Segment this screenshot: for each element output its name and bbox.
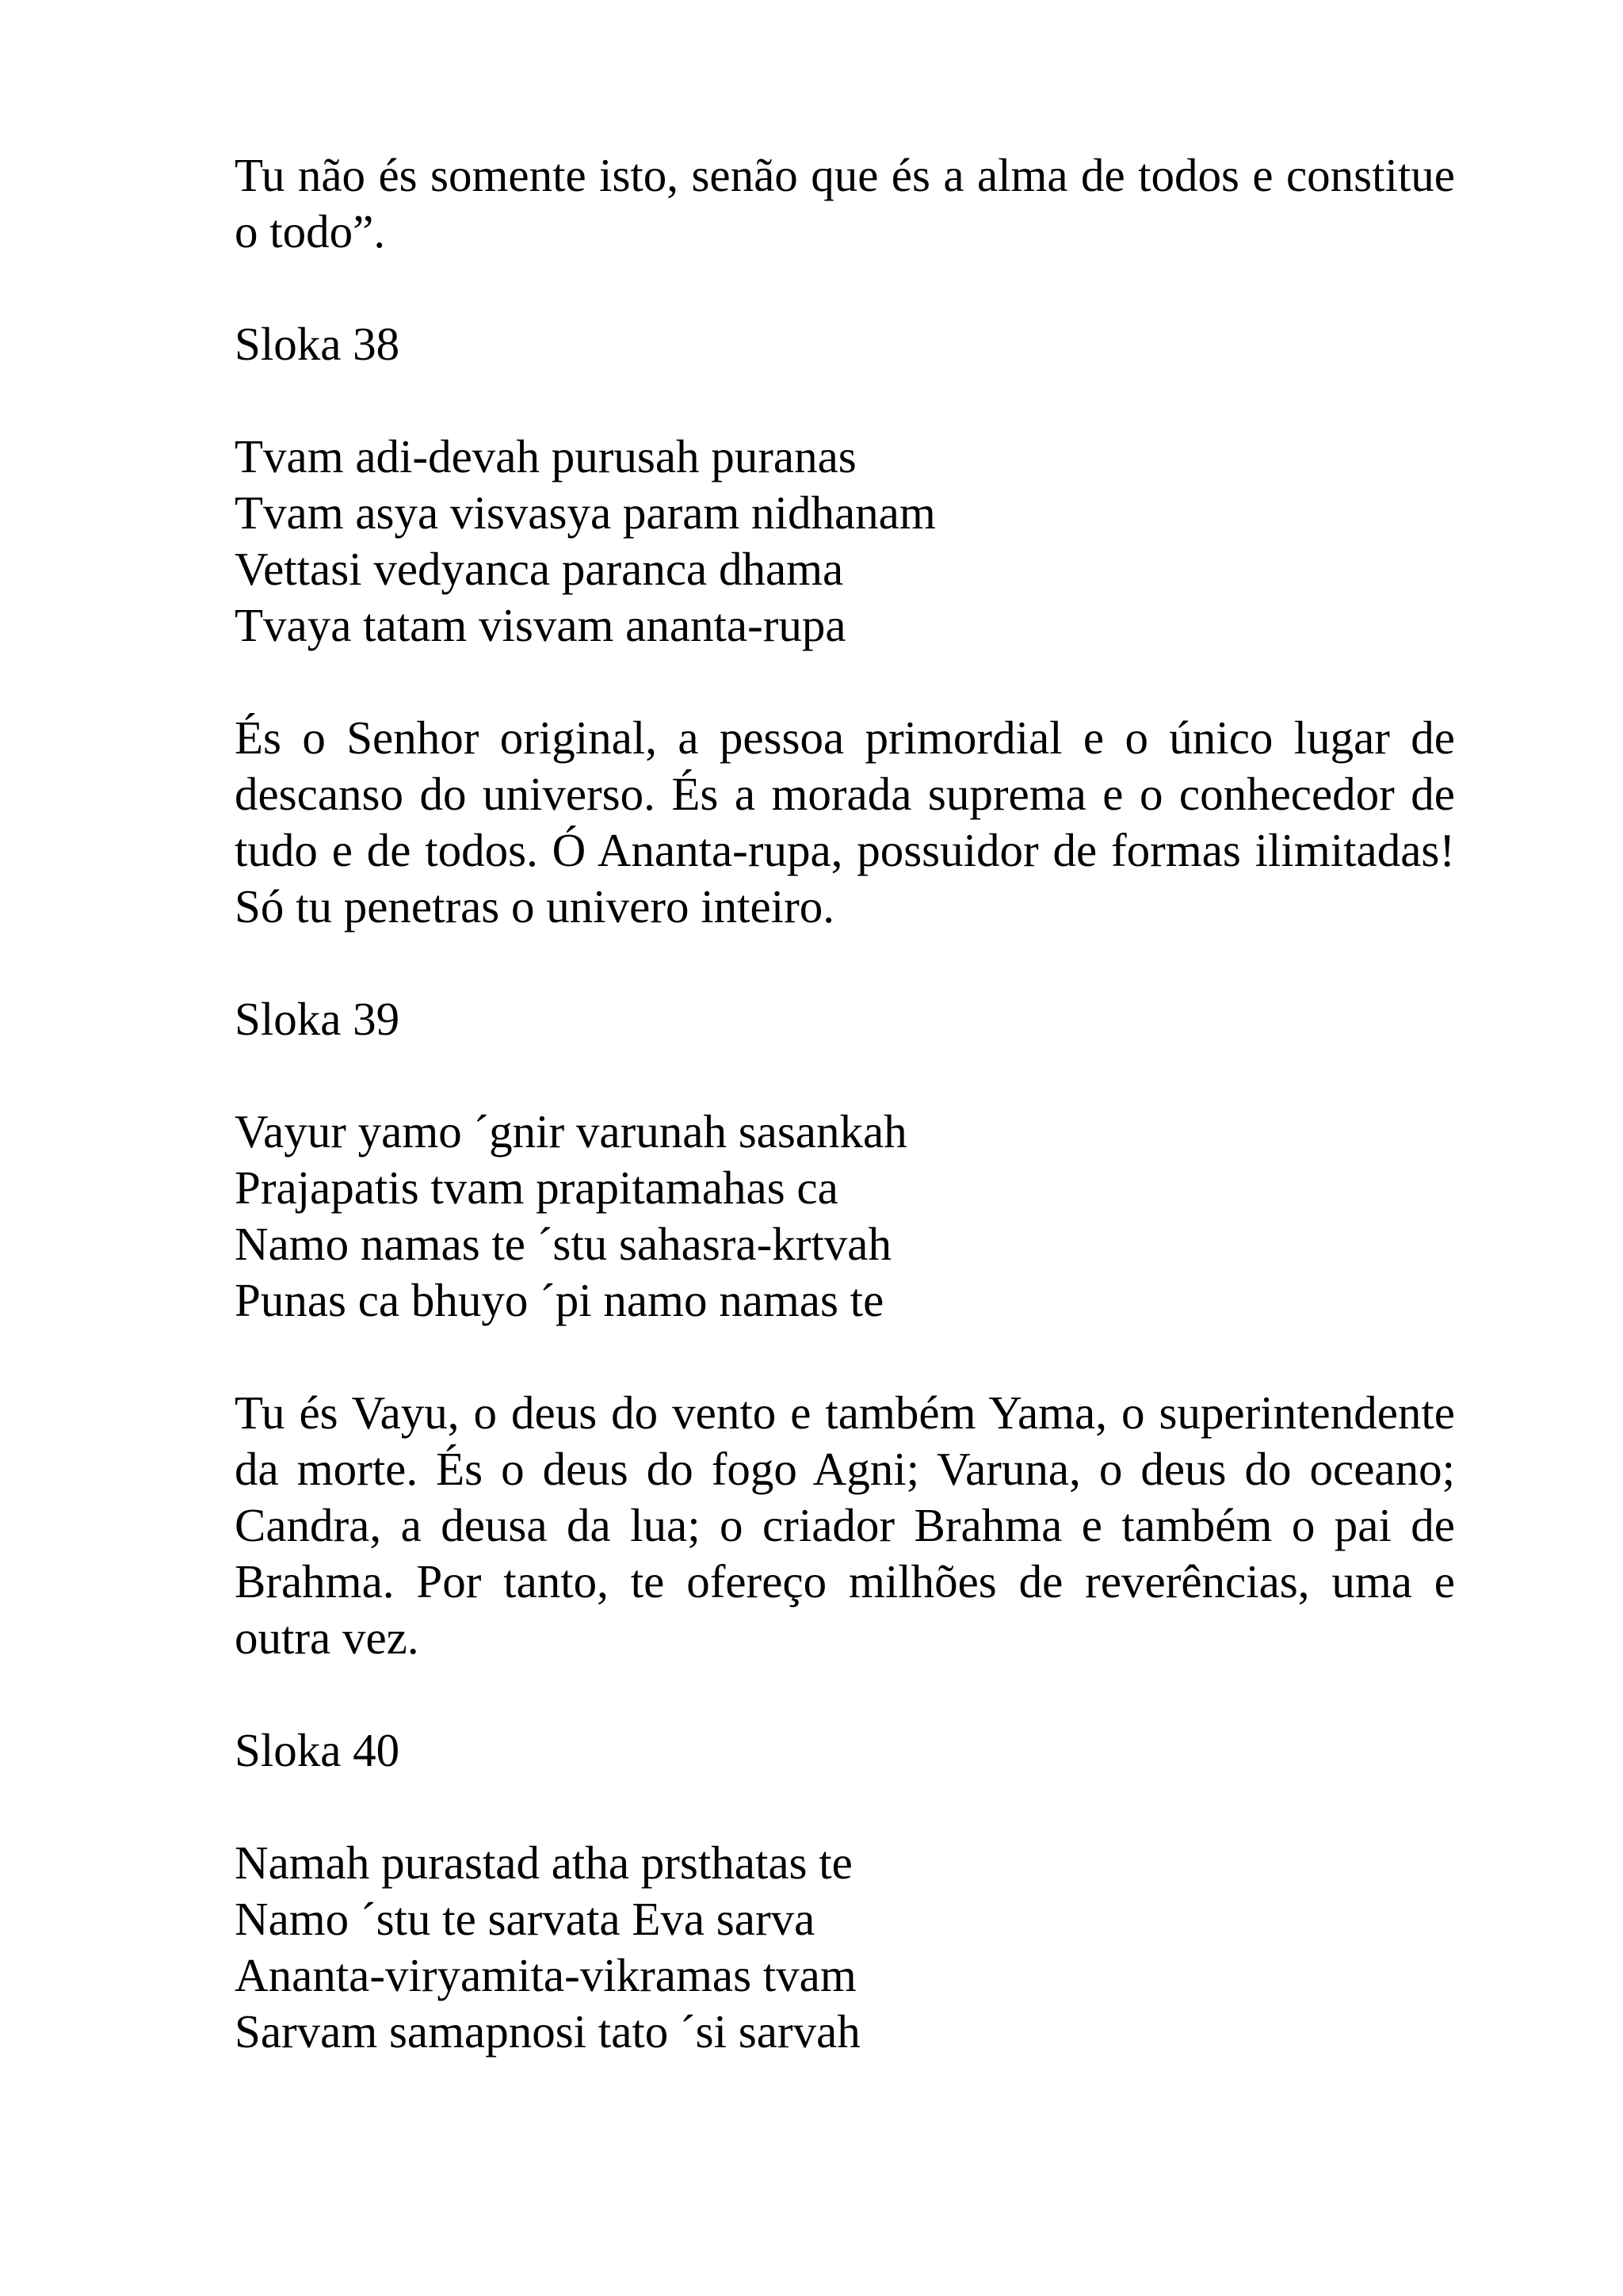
sloka-heading: Sloka 38 [235,318,400,370]
spacer [235,1047,1455,1104]
spacer [235,372,1455,429]
sloka-verse [235,1104,1455,1329]
spacer [235,654,1455,710]
verse-line: Ananta-viryamita-vikramas tvam [235,1949,857,2001]
sloka-translation: Tu és Vayu, o deus do vento e também Yama, o superintendente da morte. És o deus do fogo Agni; Varuna, o deus do oceano; Candra, a deusa da lua; o criador Brahma e também o pai de Brahma. Por tanto, te ofereço milhões de reverências, uma e outra vez. [235,1386,1455,1664]
verse-line: Namo namas te ´stu sahasra-krtvah [235,1218,892,1270]
verse-line: Vayur yamo ´gnir varunah sasankah [235,1105,907,1158]
spacer [235,260,1455,316]
spacer [235,935,1455,991]
opening-paragraph: Tu não és somente isto, senão que és a alma de todos e constitue o todo”. [235,149,1455,257]
verse-line: Punas ca bhuyo ´pi namo namas te [235,1274,884,1326]
sloka-translation: És o Senhor original, a pessoa primordial e o único lugar de descanso do universo. És a morada suprema e o conhecedor de tudo e de todos. Ó Ananta-rupa, possuidor de formas ilimitadas! Só tu penetras o univero inteiro. [235,711,1455,933]
verse-line: Namah purastad atha prsthatas te [235,1836,853,1889]
verse-line: Tvam asya visvasya param nidhanam [235,486,936,539]
verse-line: Vettasi vedyanca paranca dhama [235,543,844,595]
spacer [235,1666,1455,1722]
verse-line: Prajapatis tvam prapitamahas ca [235,1161,838,1214]
spacer [235,1329,1455,1385]
verse-line: Tvaya tatam visvam ananta-rupa [235,599,846,651]
sloka-verse [235,429,1455,654]
sloka-heading: Sloka 39 [235,993,400,1045]
verse-line: Namo ´stu te sarvata Eva sarva [235,1893,815,1945]
verse-line: Sarvam samapnosi tato ´si sarvah [235,2005,861,2058]
sloka-heading: Sloka 40 [235,1724,400,1776]
document-page [235,147,1455,2060]
spacer [235,1779,1455,1835]
verse-line: Tvam adi-devah purusah puranas [235,430,857,482]
sloka-verse [235,1835,1455,2060]
